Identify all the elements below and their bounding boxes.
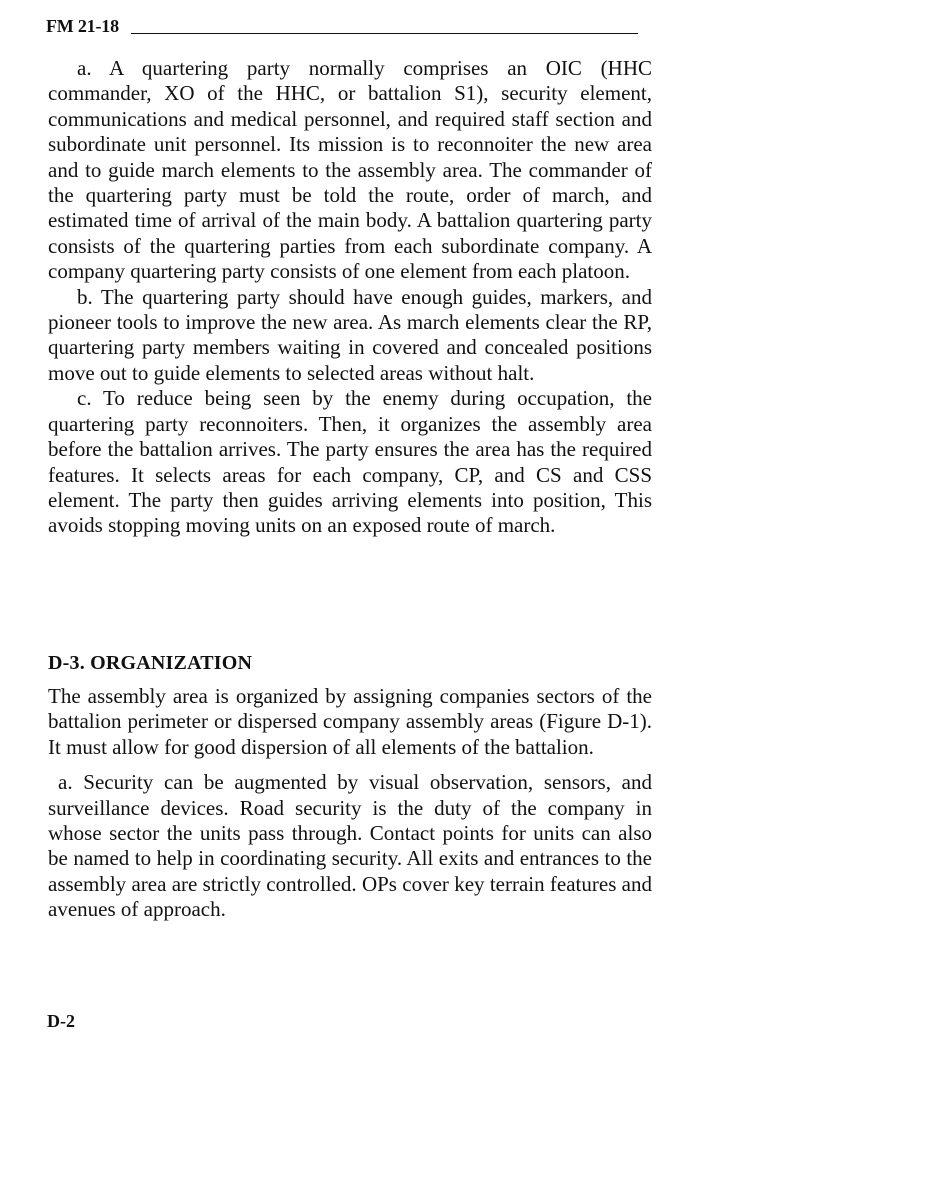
page-number: D-2	[47, 1011, 75, 1031]
organization-text	[48, 684, 652, 923]
organization-intro: The assembly area is organized by assigning companies sectors of the battalion perimeter or dispersed company assembly areas (Figure D-1). It must allow for good dispersion of all elements of the battalion.	[48, 684, 652, 759]
running-header	[46, 10, 638, 36]
paragraph-c: c. To reduce being seen by the enemy during occupation, the quartering party reconnoiters. Then, it organizes the assembly area before the battalion arrives. The party ensures the area has the required features. It selects areas for each company, CP, and CS and CSS element. The party then guides arriving elements into position, This avoids stopping moving units on an exposed route of march.	[48, 386, 652, 538]
manual-number: FM 21-18	[46, 16, 119, 36]
header-rule	[131, 33, 638, 34]
paragraph-a: a. A quartering party normally comprises an OIC (HHC commander, XO of the HHC, or battalion S1), security element, communications and medical personnel, and required staff section and subordinate unit personnel. Its mission is to reconnoiter the new area and to guide march elements to the assembly area. The commander of the quartering party must be told the route, order of march, and estimated time of arrival of the main body. A battalion quartering party consists of the quartering parties from each subordinate company. A company quartering party consists of one element from each platoon.	[48, 56, 652, 284]
quartering-party-text	[48, 56, 652, 539]
paragraph-b: b. The quartering party should have enough guides, markers, and pioneer tools to improve the new area. As march elements clear the RP, quartering party members waiting in covered and concealed positions move out to guide elements to selected areas without halt.	[48, 284, 652, 385]
section-heading: D-3. ORGANIZATION	[48, 652, 253, 674]
organization-paragraph-a: a. Security can be augmented by visual observation, sensors, and surveillance devices. Road security is the duty of the company in whose sector the units pass through. Contact points for units can also be named to help in coordinating security. All exits and entrances to the assembly area are strictly controlled. OPs cover key terrain features and avenues of approach.	[48, 770, 652, 922]
